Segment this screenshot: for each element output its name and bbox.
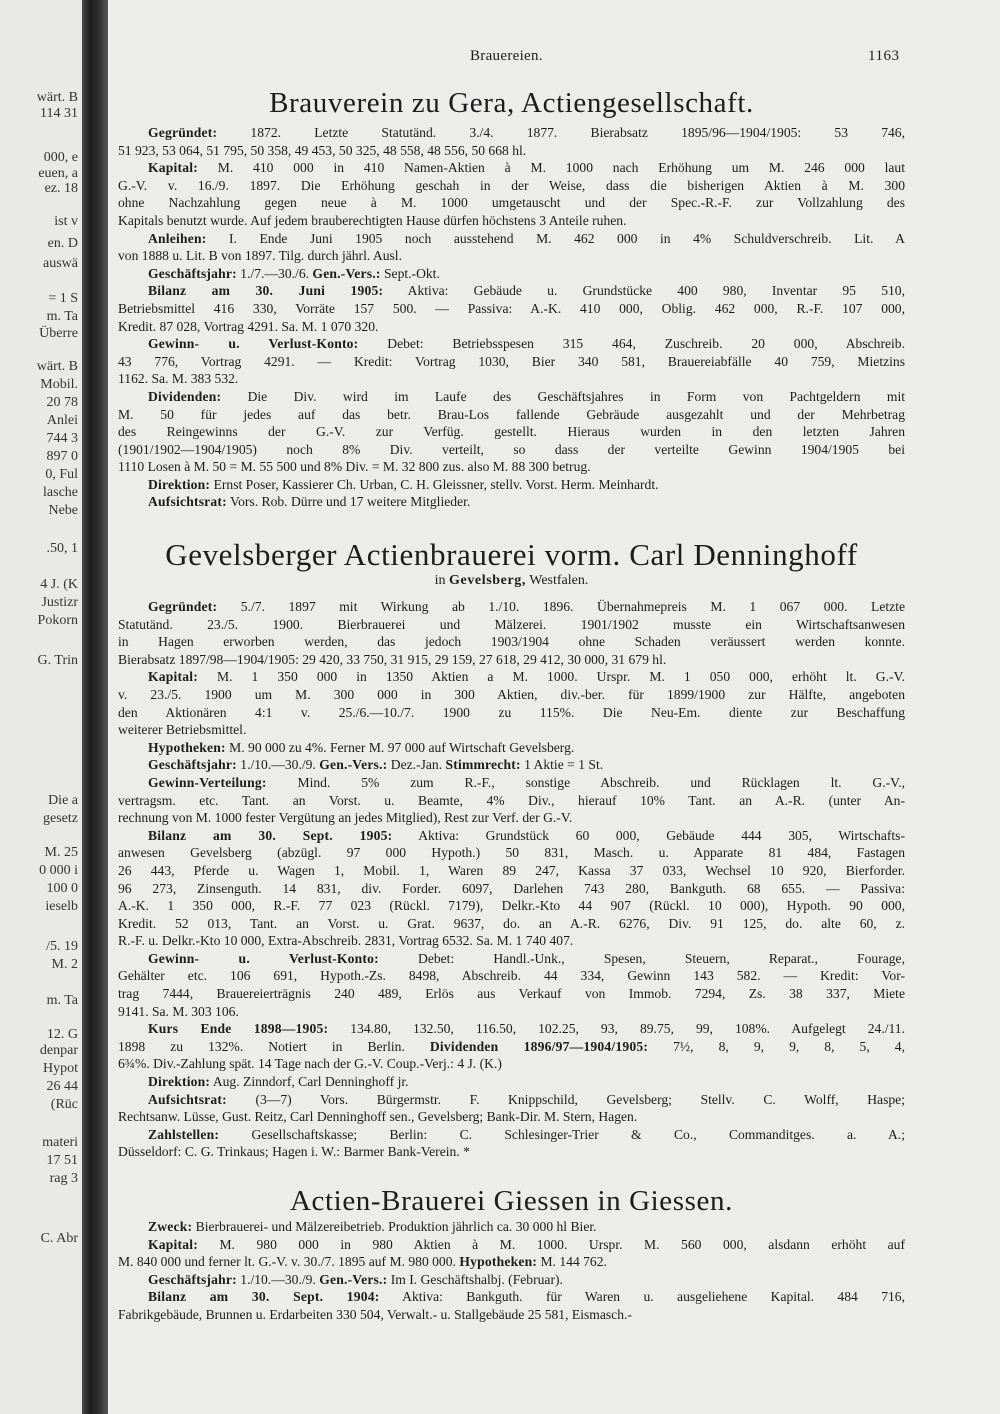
text-line <box>118 844 905 862</box>
text-run: Kapitals benutzt wurde. Auf jedem brauberechtigten Hause dürfen höchstens 3 Anteile ruhen. <box>118 212 627 228</box>
text-run: Ernst Poser, Kassierer Ch. Urban, C. H. Gleissner, stellv. Vorst. Herm. Meinhardt. <box>210 476 659 492</box>
text-run: M. 1 350 000 in 1350 Aktien a M. 1000. Urspr. M. 1 050 000, erhöht lt. G.-V. <box>197 669 905 685</box>
text-line <box>118 388 905 406</box>
text-line <box>118 1126 905 1144</box>
field-label: Gewinn- u. Verlust-Konto: <box>148 950 379 966</box>
fragment-line: m. Ta <box>46 309 78 324</box>
fragment-line: = 1 S <box>48 291 78 306</box>
text-run: weiterer Betriebsmittel. <box>118 722 247 738</box>
fragment-line: 26 44 <box>46 1079 78 1094</box>
text-run: Aug. Zinndorf, Carl Denninghoff jr. <box>210 1074 409 1090</box>
text-run: Die Div. wird im Laufe des Geschäftsjahres in Form von Pachtgeldern mit <box>221 388 905 404</box>
text-run: Bierbrauerei- und Mälzereibetrieb. Produktion jährlich ca. 30 000 hl Bier. <box>192 1219 597 1234</box>
field-label: Gewinn-Verteilung: <box>148 774 267 790</box>
text-run: M. 980 000 in 980 Aktien à M. 1000. Urspr. M. 560 000, alsdann erhöht auf <box>197 1236 905 1252</box>
field-label: Geschäftsjahr: <box>148 757 237 773</box>
text-run: Kredit. 52 013, Tant. an Vorst. u. Grat. 9637, do. an A.-R. 6276, Div. 91 125, do. alte 60, z. <box>118 915 905 931</box>
text-line <box>118 1253 905 1271</box>
text-run: Debet: Handl.-Unk., Spesen, Steuern, Reparat., Fourage, <box>378 950 905 966</box>
text-run: 1162. Sa. M. 383 532. <box>118 371 239 387</box>
field-label: Aufsichtsrat: <box>148 1091 227 1107</box>
fragment-line: M. 25 <box>44 845 78 860</box>
text-line <box>118 318 905 336</box>
text-line <box>118 1038 905 1056</box>
field-label: Gegründet: <box>148 125 218 140</box>
fragment-line: m. Ta <box>46 993 78 1008</box>
text-line <box>118 476 905 494</box>
field-label: Zahlstellen: <box>148 1126 220 1142</box>
entry-brauverein-gera <box>118 124 905 511</box>
text-run: M. 840 000 und ferner lt. G.-V. v. 30./7. 1895 auf M. 980 000. <box>118 1254 460 1270</box>
field-label: Dividenden: <box>148 388 222 404</box>
fragment-line: 100 0 <box>46 881 78 896</box>
text-run: 1./10.—30./9. <box>236 1271 320 1287</box>
text-line <box>118 880 905 898</box>
text-line <box>118 1271 905 1289</box>
fragment-line: /5. 19 <box>46 939 78 954</box>
fragment-line: Überre <box>39 326 78 341</box>
fragment-line: Anlei <box>46 413 78 428</box>
text-run: v. 23./5. 1900 um M. 300 000 in 300 Aktien, div.-ber. für 1899/1900 zur Hälfte, angeboten <box>118 686 905 702</box>
fragment-line: denpar <box>39 1043 78 1058</box>
fragment-line: Hypot <box>43 1061 78 1076</box>
field-label: Aufsichtsrat: <box>148 494 227 510</box>
text-line <box>118 985 905 1003</box>
fragment-line: 20 78 <box>46 395 78 410</box>
text-run: Kredit. 87 028, Vortrag 4291. Sa. M. 1 070 320. <box>118 318 379 334</box>
text-line <box>118 809 905 827</box>
field-label: Gewinn- u. Verlust-Konto: <box>148 336 359 352</box>
text-line <box>118 598 905 616</box>
text-run: Mind. 5% zum R.-F., sonstige Abschreib. und Rücklagen lt. G.-V., <box>266 774 905 790</box>
field-label: Gen.-Vers.: <box>319 1271 388 1287</box>
fragment-line: 744 3 <box>46 431 78 446</box>
text-line <box>118 353 905 371</box>
field-label: Gen.-Vers.: <box>319 757 388 773</box>
fragment-line: 17 51 <box>46 1153 78 1168</box>
text-run: M. 410 000 in 410 Namen-Aktien à M. 1000 nach Erhöhung um M. 246 000 laut <box>197 160 905 176</box>
text-run: Dez.-Jan. <box>387 757 446 773</box>
fragment-line: materi <box>42 1135 78 1150</box>
field-label: Bilanz am 30. Juni 1905: <box>148 283 384 299</box>
field-label: Hypotheken: <box>148 739 226 755</box>
text-run: 5./7. 1897 mit Wirkung ab 1./10. 1896. Übernahmepreis M. 1 067 000. Letzte <box>217 599 905 614</box>
text-run: 26 443, Pferde u. Wagen 1, Mobil. 1, Waren 89 247, Kassa 37 033, Wechsel 10 920, Bierforder. <box>118 862 905 878</box>
text-line <box>118 335 905 353</box>
text-run: Statutänd. 23./5. 1900. Bierbrauerei und Mälzerei. 1901/1902 musste ein Wirtschaftsanwesen <box>118 616 905 632</box>
text-line <box>118 704 905 722</box>
text-line <box>118 950 905 968</box>
entry-gevelsberger <box>118 598 905 1161</box>
text-line <box>118 756 905 774</box>
text-run: (1901/1902—1904/1905) noch 8% Div. verteilt, so dass der verteilte Gewinn 1904/1905 bei <box>118 441 905 457</box>
fragment-line: rag 3 <box>49 1171 78 1186</box>
subtitle-region: Westfalen. <box>526 573 589 588</box>
text-line <box>118 1020 905 1038</box>
fragment-line: 0, Ful <box>45 467 78 482</box>
text-line <box>118 1003 905 1021</box>
fragment-line: G. Trin <box>37 653 78 668</box>
field-label: Bilanz am 30. Sept. 1905: <box>148 827 393 843</box>
text-line <box>118 967 905 985</box>
entry-title-brauverein-gera: Brauverein zu Gera, Actiengesellschaft. <box>269 87 754 119</box>
text-run: 9141. Sa. M. 303 106. <box>118 1003 239 1019</box>
fragment-line: 0 000 i <box>39 863 78 878</box>
text-run: Gesellschaftskasse; Berlin: C. Schlesinger-Trier & Co., Commanditges. a. A.; <box>219 1126 905 1142</box>
fragment-line: lasche <box>43 485 78 500</box>
text-line <box>118 441 905 459</box>
text-line <box>118 1073 905 1091</box>
text-run: G.-V. v. 16./9. 1897. Die Erhöhung geschah in der Weise, dass die bisherigen Aktien à M. 300 <box>118 177 905 193</box>
text-run: 7½, 8, 9, 9, 8, 5, 4, <box>648 1038 905 1054</box>
text-run: M. 50 für jedes auf das betr. Brau-Los fallende Gebräude ausgezahlt und der Mehrbetrag <box>118 406 905 422</box>
fragment-line: 000, e <box>43 150 78 165</box>
text-run: Debet: Betriebsspesen 315 464, Zuschreib. 20 000, Abschreib. <box>358 336 905 352</box>
text-run: Sept.-Okt. <box>380 265 440 281</box>
text-run: 1872. Letzte Statutänd. 3./4. 1877. Bierabsatz 1895/96—1904/1905: 53 746, <box>217 125 905 140</box>
text-line <box>118 423 905 441</box>
fragment-line: euen, a <box>38 166 78 181</box>
fragment-line: (Rüc <box>50 1097 78 1112</box>
text-run: 51 923, 53 064, 51 795, 50 358, 49 453, 50 325, 48 558, 48 556, 50 668 hl. <box>118 142 527 158</box>
text-run: vertragsm. etc. Tant. an Vorst. u. Beamte, 4% Div., hierauf 10% Tant. an A.-R. (unter An- <box>118 792 905 808</box>
fragment-line: M. 2 <box>51 957 78 972</box>
entry-subtitle-location <box>118 572 905 589</box>
text-run: von 1888 u. Lit. B von 1897. Tilg. durch jährl. Ausl. <box>118 248 402 264</box>
text-line <box>118 686 905 704</box>
entry-title-giessen: Actien-Brauerei Giessen in Giessen. <box>290 1185 733 1217</box>
text-line <box>118 300 905 318</box>
text-line <box>118 932 905 950</box>
entry-giessen <box>118 1218 905 1324</box>
text-run: 1 Aktie = 1 St. <box>520 757 604 773</box>
text-line <box>118 633 905 651</box>
text-line <box>118 159 905 177</box>
text-line <box>118 194 905 212</box>
text-line <box>118 1218 905 1236</box>
text-line <box>118 458 905 476</box>
text-run: ohne Nachzahlung gegen neue à M. 1000 umgetauscht und der Spec.-R.-F. zur Vollzahlung des <box>118 195 905 211</box>
text-line <box>118 370 905 388</box>
text-line <box>118 212 905 230</box>
text-line <box>118 915 905 933</box>
subtitle-town: Gevelsberg, <box>449 573 526 588</box>
text-line <box>118 406 905 424</box>
text-line <box>118 230 905 248</box>
text-line <box>118 721 905 739</box>
entry-title-gevelsberger: Gevelsberger Actienbrauerei vorm. Carl Denninghoff <box>165 537 858 572</box>
text-line <box>118 1055 905 1073</box>
text-line <box>118 616 905 634</box>
fragment-line: 114 31 <box>40 106 78 121</box>
text-run: Aktiva: Bankguth. für Waren u. ausgeliehene Kapital. 484 716, <box>379 1289 905 1305</box>
text-line <box>118 1143 905 1161</box>
fragment-line: 897 0 <box>46 449 78 464</box>
text-line <box>118 1306 905 1324</box>
field-label: Geschäftsjahr: <box>148 1271 237 1287</box>
text-line <box>118 792 905 810</box>
text-run: 1898 zu 132%. Notiert in Berlin. <box>118 1038 430 1054</box>
text-run: Rechtsanw. Lüsse, Gust. Reitz, Carl Denninghoff sen., Gevelsberg; Bank-Dir. M. Stern, Hagen. <box>118 1109 638 1125</box>
text-run: Betriebsmittel 416 330, Vorräte 157 500. — Passiva: A.-K. 410 000, Oblig. 462 000, R.-F. 107 000, <box>118 300 905 316</box>
field-label: Kapital: <box>148 669 198 685</box>
text-run: trag 7444, Brauereierträgnis 240 489, Erlös aus Verkauf von Immob. 7294, Zs. 38 337, Miete <box>118 986 905 1002</box>
text-run: Düsseldorf: C. G. Trinkaus; Hagen i. W.: Barmer Bank-Verein. * <box>118 1144 470 1160</box>
field-label: Anleihen: <box>148 230 207 246</box>
text-run: rechnung von M. 1000 fester Vergütung an jedes Mitglied), Rest zur Verf. der G.-V. <box>118 810 573 826</box>
text-run: Im I. Geschäftshalbj. (Februar). <box>387 1271 563 1287</box>
fragment-line: wärt. B <box>36 359 78 374</box>
text-line <box>118 862 905 880</box>
field-label: Zweck: <box>148 1219 193 1234</box>
text-run: Vors. Rob. Dürre und 17 weitere Mitglieder. <box>226 494 471 510</box>
fragment-line: auswä <box>43 256 78 271</box>
fragment-line: ist v <box>54 214 78 229</box>
text-run: Gehälter etc. 106 691, Hypoth.-Zs. 8498, Abschreib. 44 334, Gewinn 143 582. — Kredit: Vor- <box>118 968 905 984</box>
text-line <box>118 1236 905 1254</box>
field-label: Direktion: <box>148 1074 211 1090</box>
fragment-line: 4 J. (K <box>40 577 78 592</box>
text-run: A.-K. 1 350 000, R.-F. 77 023 (Rückl. 7179), Delkr.-Kto 44 907 (Rückl. 10 000), Hypoth. 90 000, <box>118 898 905 914</box>
fragment-line: wärt. B <box>36 90 78 105</box>
fragment-line: Die a <box>48 793 78 808</box>
text-run: 1./10.—30./9. <box>236 757 320 773</box>
field-label: Kapital: <box>148 1236 198 1252</box>
text-run: Fabrikgebäude, Brunnen u. Erdarbeiten 330 504, Verwalt.- u. Stallgebäude 25 581, Eismasch.- <box>118 1306 632 1322</box>
text-run: R.-F. u. Delkr.-Kto 10 000, Extra-Abschreib. 2831, Vortrag 6532. Sa. M. 1 740 407. <box>118 933 574 949</box>
text-line <box>118 265 905 283</box>
text-run: den Aktionären 4:1 v. 25./6.—10./7. 1900 zu 115%. Die Neu-Em. diente zur Beschaffung <box>118 704 905 720</box>
adjacent-page-fragment <box>0 0 82 1414</box>
running-head: Brauereien. <box>470 48 543 64</box>
text-line <box>118 282 905 300</box>
text-line <box>118 827 905 845</box>
text-run: 1110 Losen à M. 50 = M. 55 500 und 8% Div. = M. 32 800 zus. also M. 88 300 betrug. <box>118 459 591 475</box>
page-number: 1163 <box>868 48 900 64</box>
fragment-line: .50, 1 <box>46 541 78 556</box>
text-run: 96 273, Zinsenguth. 14 831, div. Forder. 6097, Darlehen 743 280, Bankguth. 68 655. — Passiva: <box>118 880 905 896</box>
subtitle-prefix: in <box>434 573 450 588</box>
text-line <box>118 1091 905 1109</box>
field-label: Kurs Ende 1898—1905: <box>148 1021 329 1037</box>
text-line <box>118 124 905 142</box>
fragment-line: Nebe <box>48 503 78 518</box>
book-gutter <box>82 0 108 1414</box>
text-line <box>118 897 905 915</box>
fragment-line: en. D <box>47 236 78 251</box>
text-line <box>118 1288 905 1306</box>
field-label: Gegründet: <box>148 599 218 614</box>
text-run: (3—7) Vors. Bürgermstr. F. Knippschild, Gevelsberg; Stellv. C. Wolff, Haspe; <box>226 1091 905 1107</box>
text-line <box>118 774 905 792</box>
field-label: Stimmrecht: <box>445 757 521 773</box>
fragment-line: Pokorn <box>37 613 78 628</box>
text-line <box>118 668 905 686</box>
text-run: anwesen Gevelsberg (abzügl. 97 000 Hypoth.) 50 831, Masch. u. Apparate 81 484, Fastagen <box>118 845 905 861</box>
text-run: in Hagen erworben werden, das jedoch 1903/1904 ohne Schaden veräussert werden konnte. <box>118 634 905 650</box>
field-label: Geschäftsjahr: <box>148 265 237 281</box>
field-label: Bilanz am 30. Sept. 1904: <box>148 1289 380 1305</box>
fragment-line: Justizr <box>41 595 78 610</box>
text-run: 1./7.—30./6. <box>236 265 313 281</box>
fragment-line: C. Abr <box>40 1231 78 1246</box>
text-run: Bierabsatz 1897/98—1904/1905: 29 420, 33 750, 31 915, 29 159, 27 618, 29 412, 30 000, 31 679 hl. <box>118 651 667 667</box>
text-line <box>118 142 905 160</box>
text-line <box>118 1108 905 1126</box>
fragment-line: Mobil. <box>40 377 78 392</box>
fragment-line: 12. G <box>46 1027 78 1042</box>
field-label: Direktion: <box>148 476 211 492</box>
text-line <box>118 177 905 195</box>
field-label: Dividenden 1896/97—1904/1905: <box>429 1038 649 1054</box>
text-run: M. 144 762. <box>537 1254 607 1270</box>
text-line <box>118 651 905 669</box>
text-run: I. Ende Juni 1905 noch ausstehend M. 462 000 in 4% Schuldverschreib. Lit. A <box>206 230 905 246</box>
text-run: 6¾%. Div.-Zahlung spät. 14 Tage nach der G.-V. Coup.-Verj.: 4 J. (K.) <box>118 1056 502 1072</box>
text-line <box>118 247 905 265</box>
fragment-line: ez. 18 <box>44 181 78 196</box>
text-run: M. 90 000 zu 4%. Ferner M. 97 000 auf Wirtschaft Gevelsberg. <box>225 739 575 755</box>
field-label: Hypotheken: <box>459 1254 538 1270</box>
fragment-line: gesetz <box>43 811 78 826</box>
text-run: 134.80, 132.50, 116.50, 102.25, 93, 89.75, 99, 108%. Aufgelegt 24./11. <box>328 1021 905 1037</box>
text-run: 43 776, Vortrag 4291. — Kredit: Vortrag 1030, Bier 340 581, Brauereiabfälle 40 759, Mietzins <box>118 353 905 369</box>
text-run: des Reingewinns der G.-V. zur Verfüg. gestellt. Hieraus wurden in den letzten Jahren <box>118 424 905 440</box>
text-line <box>118 739 905 757</box>
text-run: Aktiva: Gebäude u. Grundstücke 400 980, Inventar 95 510, <box>383 283 905 299</box>
text-line <box>118 493 905 511</box>
text-run: Aktiva: Grundstück 60 000, Gebäude 444 305, Wirtschafts- <box>392 827 905 843</box>
fragment-line: ieselb <box>45 899 78 914</box>
field-label: Kapital: <box>148 160 198 176</box>
field-label: Gen.-Vers.: <box>312 265 381 281</box>
